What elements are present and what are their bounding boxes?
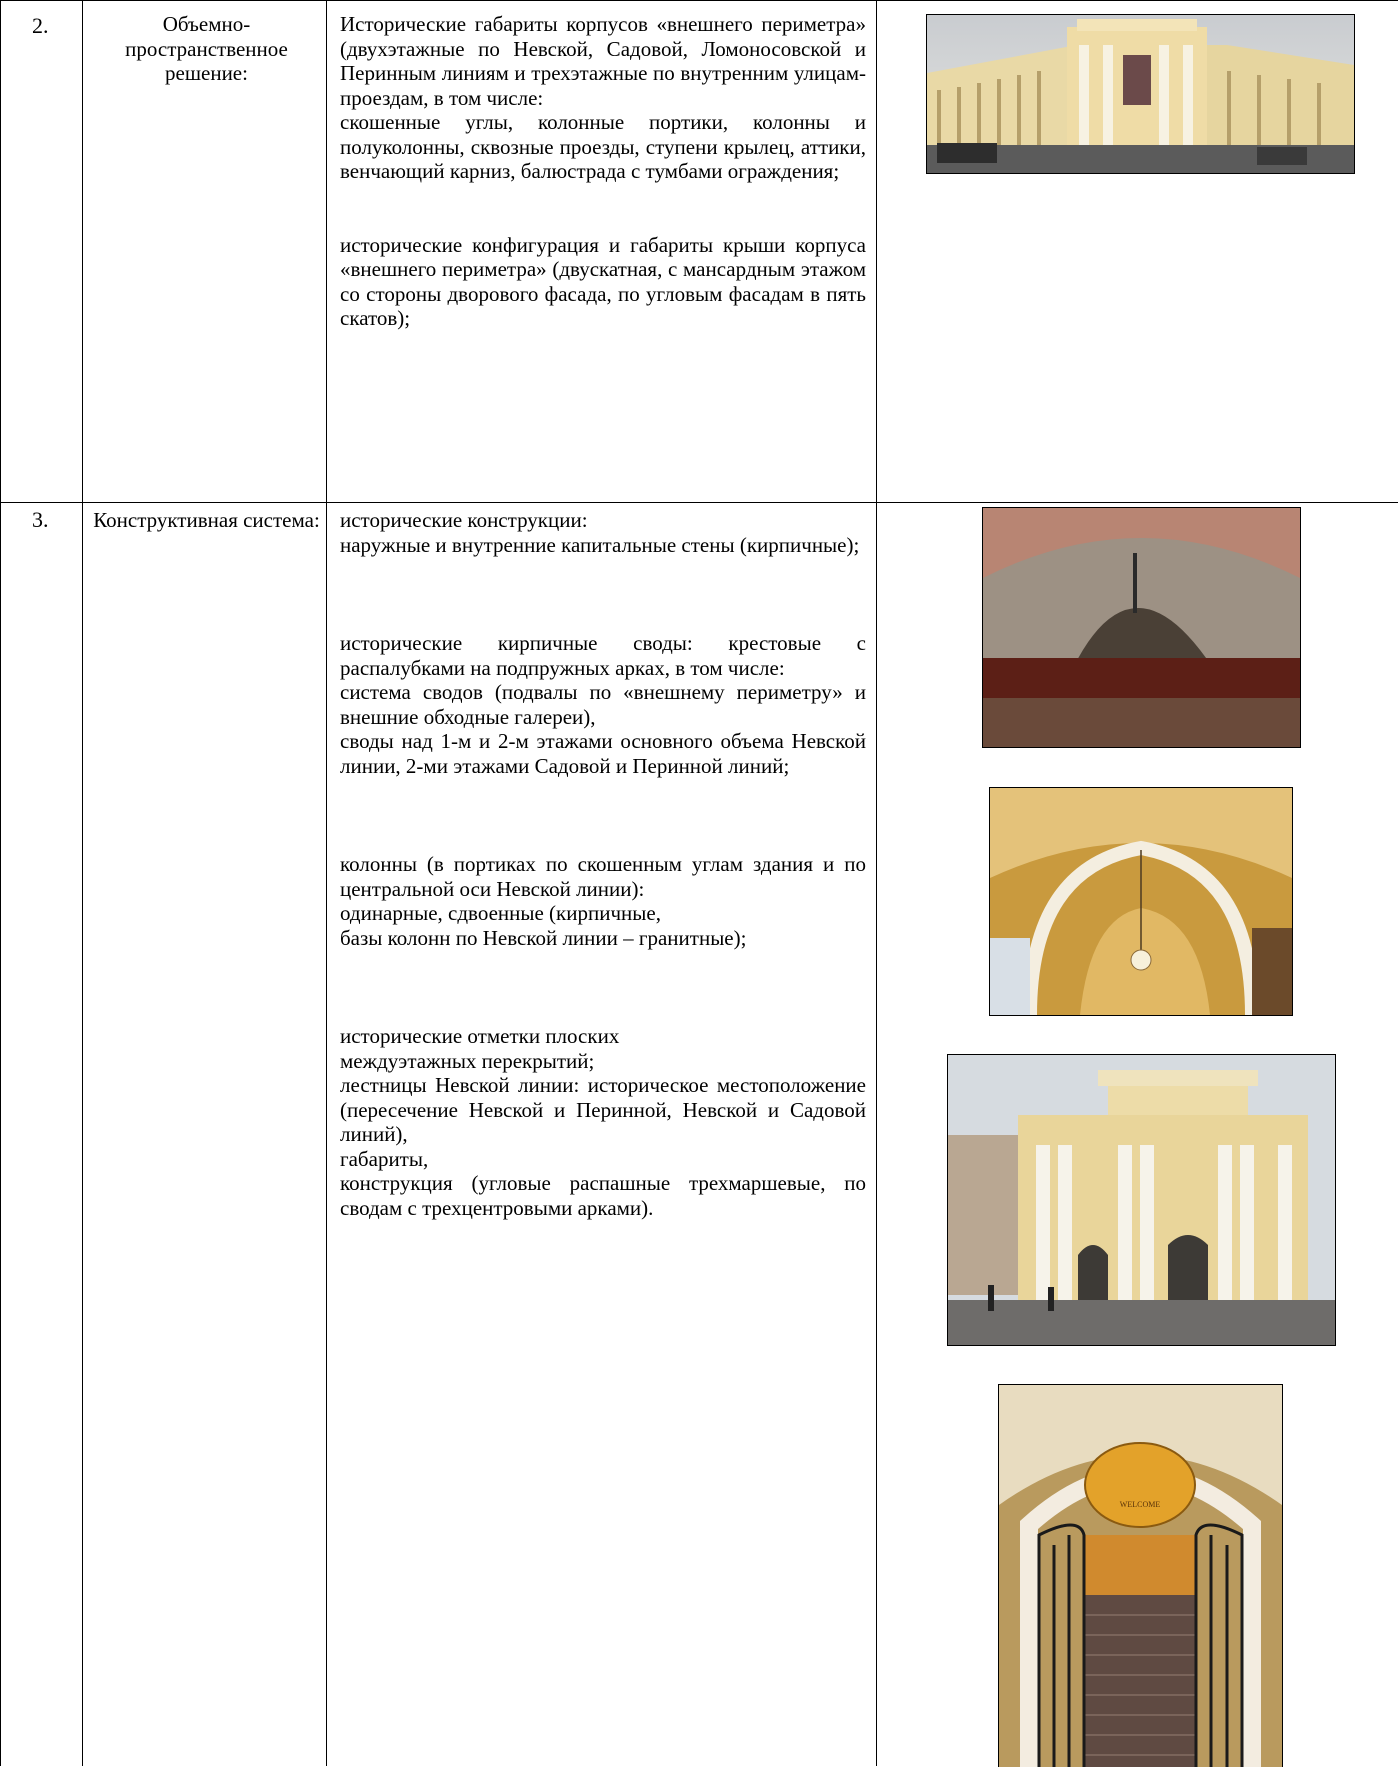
paragraph: скошенные углы, колонные портики, колонны и полуколонны, сквозные проезды, ступени крылец, аттики, венчающий карниз, балюстрада с тумбами ограждения; — [340, 110, 866, 183]
row-description — [340, 508, 866, 1220]
arched-ceiling-photo — [989, 787, 1293, 1016]
paragraph: габариты, — [340, 1146, 429, 1171]
paragraph: исторические кирпичные своды: крестовые с распалубками на подпружных арках, в том числе: — [340, 631, 866, 680]
paragraph: колонны (в портиках по скошенным углам здания и по центральной оси Невской линии): — [340, 852, 866, 901]
table-border-col3 — [876, 0, 877, 1766]
paragraph: исторические конструкции: — [340, 508, 588, 532]
paragraph: одинарные, сдвоенные (кирпичные, — [340, 901, 661, 925]
row-label: Конструктивная система: — [93, 508, 320, 532]
paragraph: лестницы Невской линии: историческое местоположение (пересечение Невской и Перинной, Невской и Садовой линий), — [340, 1073, 866, 1146]
paragraph: Исторические габариты корпусов «внешнего периметра» (двухэтажные по Невской, Садовой, Ломоносовской и Перинным линиям и трехэтажные по внутренним улицам-проездам, в том числе: — [340, 12, 866, 110]
paragraph: наружные и внутренние капитальные стены (кирпичные); — [340, 532, 860, 557]
paragraph: своды над 1-м и 2-м этажами основного объема Невской линии, 2-ми этажами Садовой и Перинной линий; — [340, 729, 866, 778]
row-label: Объемно-пространственное решение: — [125, 12, 288, 85]
table-border-top — [0, 0, 1398, 1]
welcome-sign-text: WELCOME — [1119, 1500, 1161, 1509]
staircase-photo — [998, 1384, 1283, 1767]
paragraph: базы колонн по Невской линии – гранитные); — [340, 925, 747, 950]
paragraph: междуэтажных перекрытий; — [340, 1048, 595, 1073]
row-description — [340, 12, 866, 331]
row-number: 3. — [32, 507, 49, 532]
paragraph: система сводов (подвалы по «внешнему периметру» и внешние обходные галереи), — [340, 680, 866, 729]
brick-vault-photo — [982, 507, 1301, 748]
paragraph: исторические отметки плоских — [340, 1024, 620, 1048]
table-border-left — [0, 0, 1, 1766]
facade-panorama-photo — [926, 14, 1355, 174]
table-row-divider — [0, 502, 1398, 503]
portico-photo — [947, 1054, 1336, 1346]
row-number: 2. — [32, 13, 49, 38]
paragraph: исторические конфигурация и габариты крыши корпуса «внешнего периметра» (двускатная, с мансардным этажом со стороны дворового фасада, по угловым фасадам в пять скатов); — [340, 232, 866, 330]
table-border-col2 — [326, 0, 327, 1766]
table-border-col1 — [82, 0, 83, 1766]
paragraph: конструкция (угловые распашные трехмаршевые, по сводам с трехцентровыми арками). — [340, 1171, 866, 1220]
